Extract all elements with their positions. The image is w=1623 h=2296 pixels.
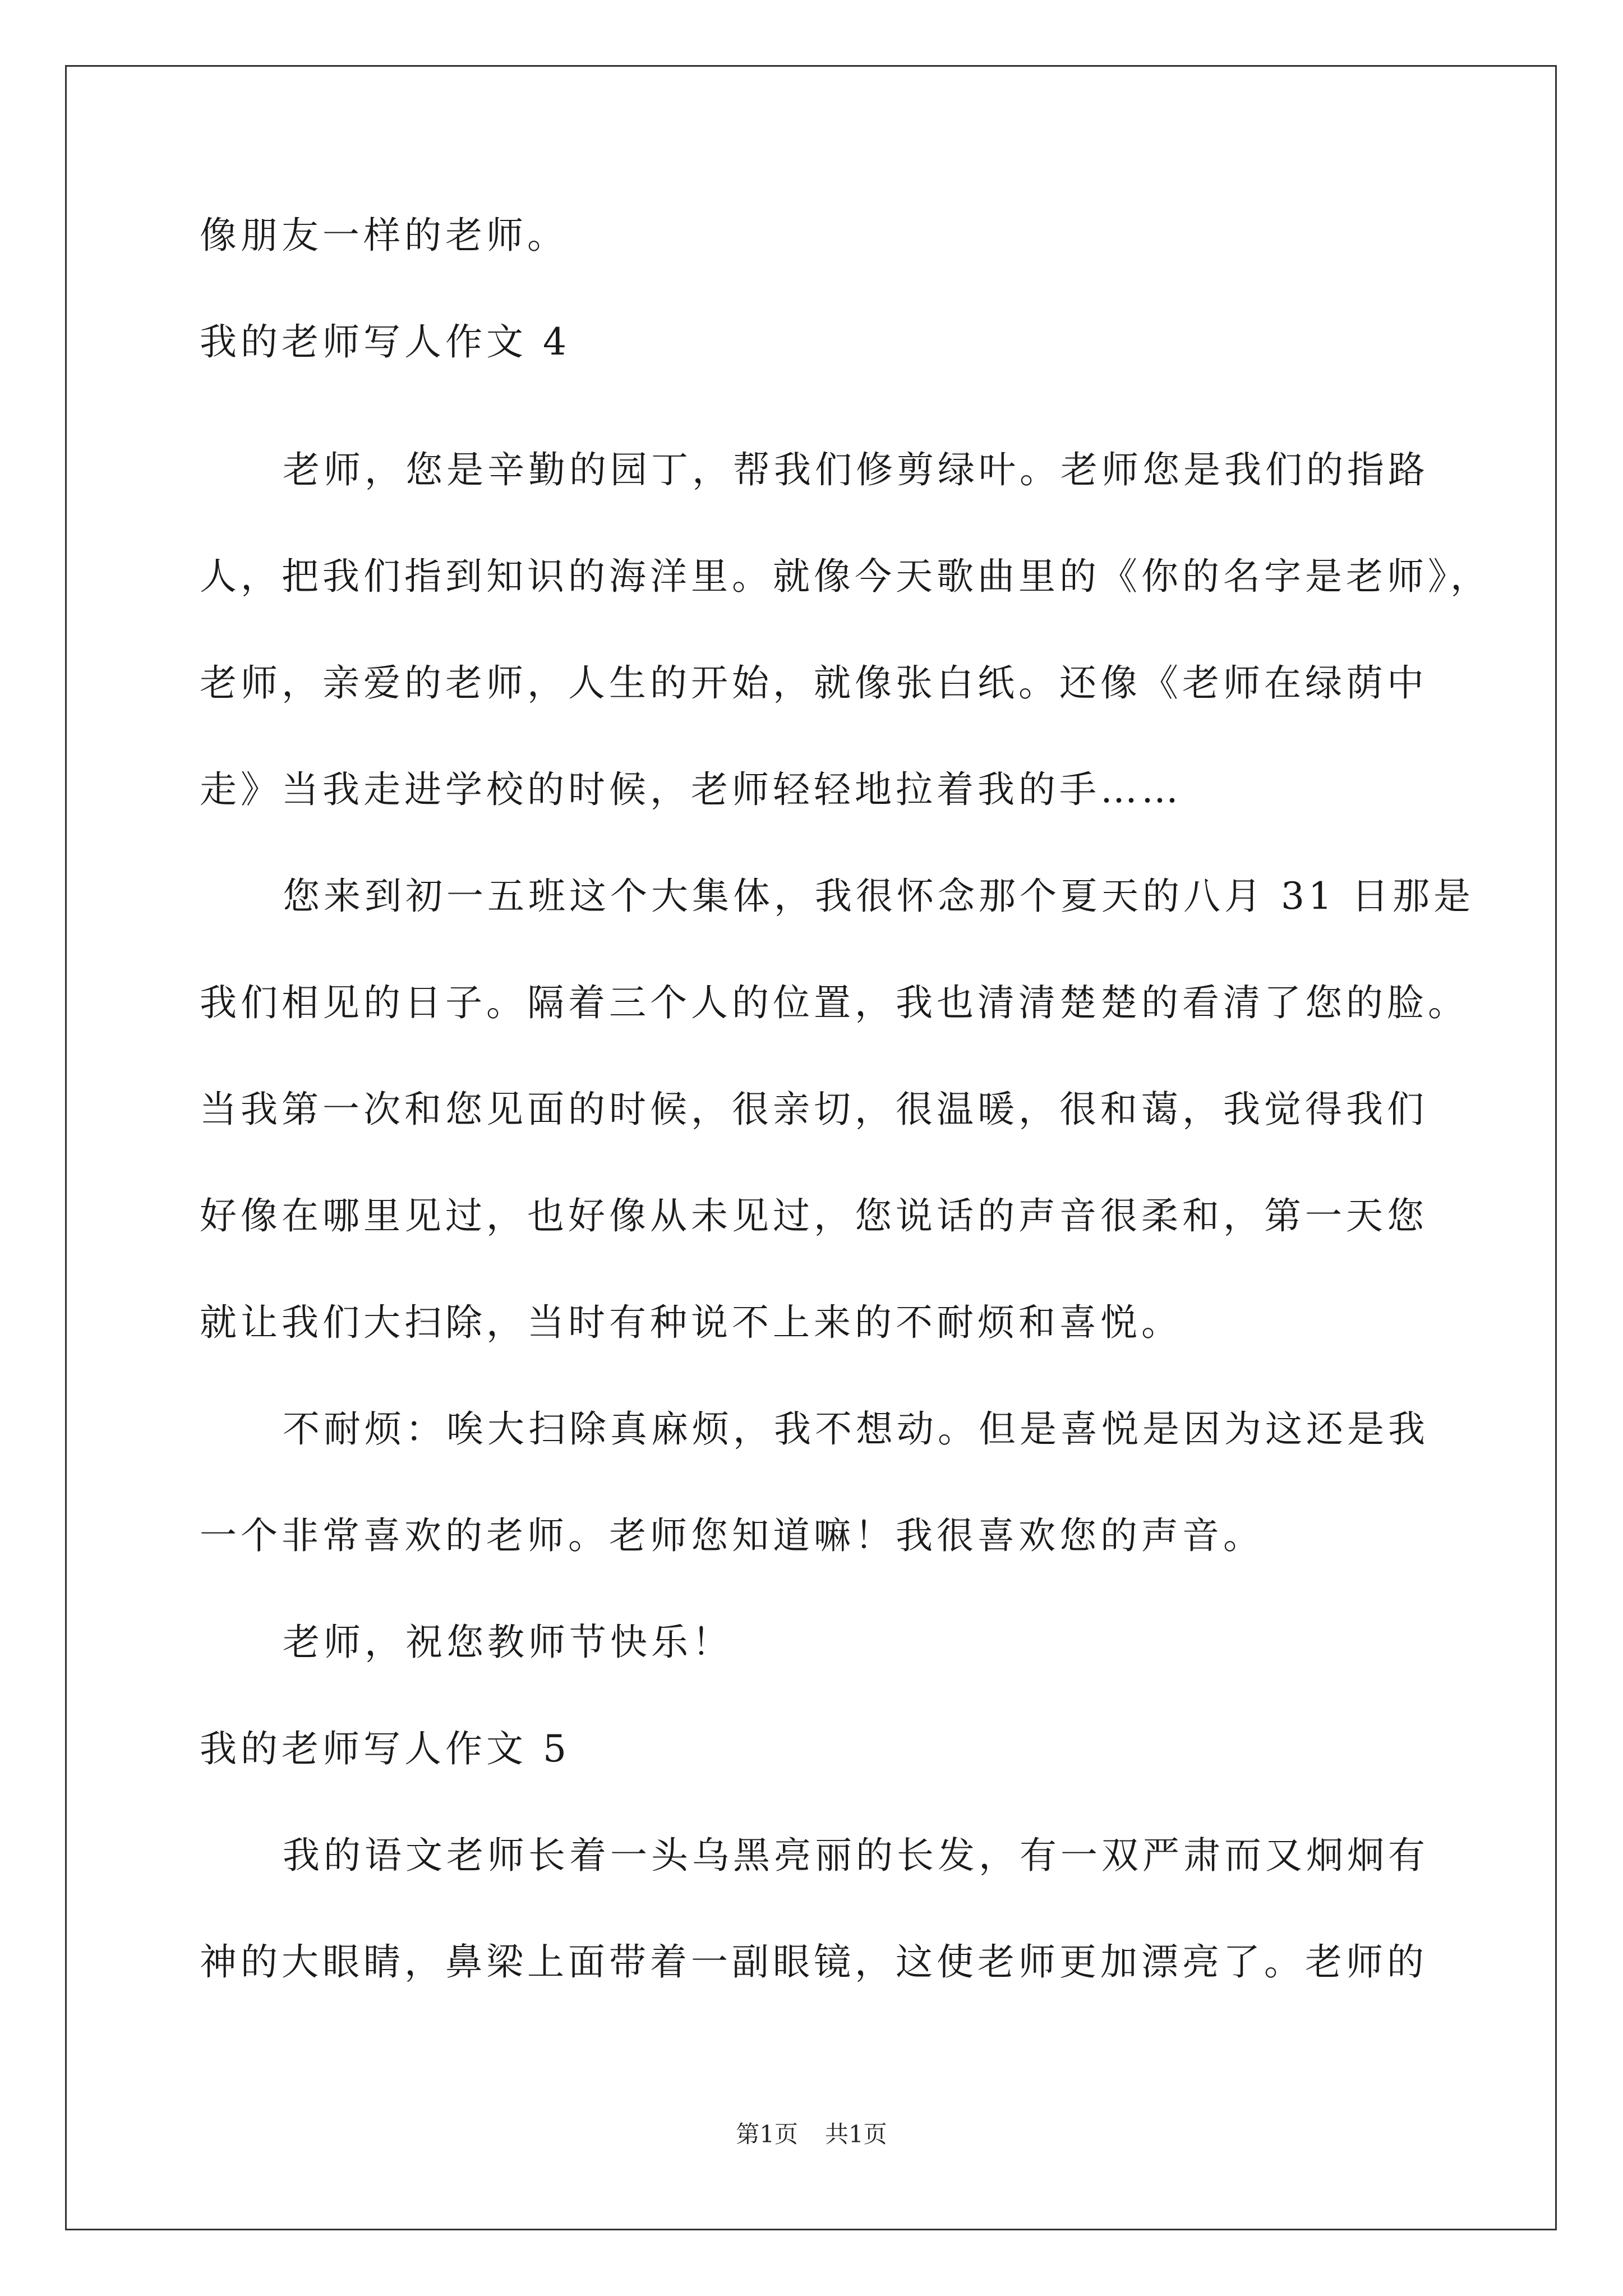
paragraph-line: 神的大眼睛，鼻梁上面带着一副眼镜，这使老师更加漂亮了。老师的 (200, 1940, 1428, 1984)
page-footer (0, 2120, 1623, 2148)
paragraph-line: 一个非常喜欢的老师。老师您知道嘛！我很喜欢您的声音。 (200, 1514, 1264, 1557)
paragraph-line: 走》当我走进学校的时候，老师轻轻地拉着我的手…… (200, 768, 1182, 811)
paragraph-line: 老师，您是辛勤的园丁，帮我们修剪绿叶。老师您是我们的指路 (283, 448, 1429, 491)
section-heading: 我的老师写人作文 5 (200, 1727, 570, 1770)
paragraph-line: 人，把我们指到知识的海洋里。就像今天歌曲里的《你的名字是老师》， (200, 555, 1491, 598)
paragraph-line: 您来到初一五班这个大集体，我很怀念那个夏天的八月 31 日那是 (283, 875, 1474, 918)
paragraph-line: 老师，亲爱的老师，人生的开始，就像张白纸。还像《老师在绿荫中 (200, 661, 1428, 705)
text-line: 像朋友一样的老师。 (200, 214, 568, 257)
paragraph-line: 好像在哪里见过，也好像从未见过，您说话的声音很柔和，第一天您 (200, 1194, 1428, 1237)
paragraph-line: 我们相见的日子。隔着三个人的位置，我也清清楚楚的看清了您的脸。 (200, 981, 1469, 1024)
section-heading: 我的老师写人作文 4 (200, 320, 570, 364)
paragraph-line: 就让我们大扫除，当时有种说不上来的不耐烦和喜悦。 (200, 1301, 1182, 1344)
page-border (65, 65, 1557, 2230)
paragraph-line: 当我第一次和您见面的时候，很亲切，很温暖，很和蔼，我觉得我们 (200, 1088, 1428, 1131)
page-total: 共1页 (825, 2120, 887, 2148)
paragraph-line: 老师，祝您教师节快乐！ (283, 1621, 733, 1664)
paragraph-line: 不耐烦：唉大扫除真麻烦，我不想动。但是喜悦是因为这还是我 (283, 1407, 1429, 1451)
page-number: 第1页 (736, 2120, 798, 2148)
paragraph-line: 我的语文老师长着一头乌黑亮丽的长发，有一双严肃而又炯炯有 (283, 1834, 1429, 1877)
